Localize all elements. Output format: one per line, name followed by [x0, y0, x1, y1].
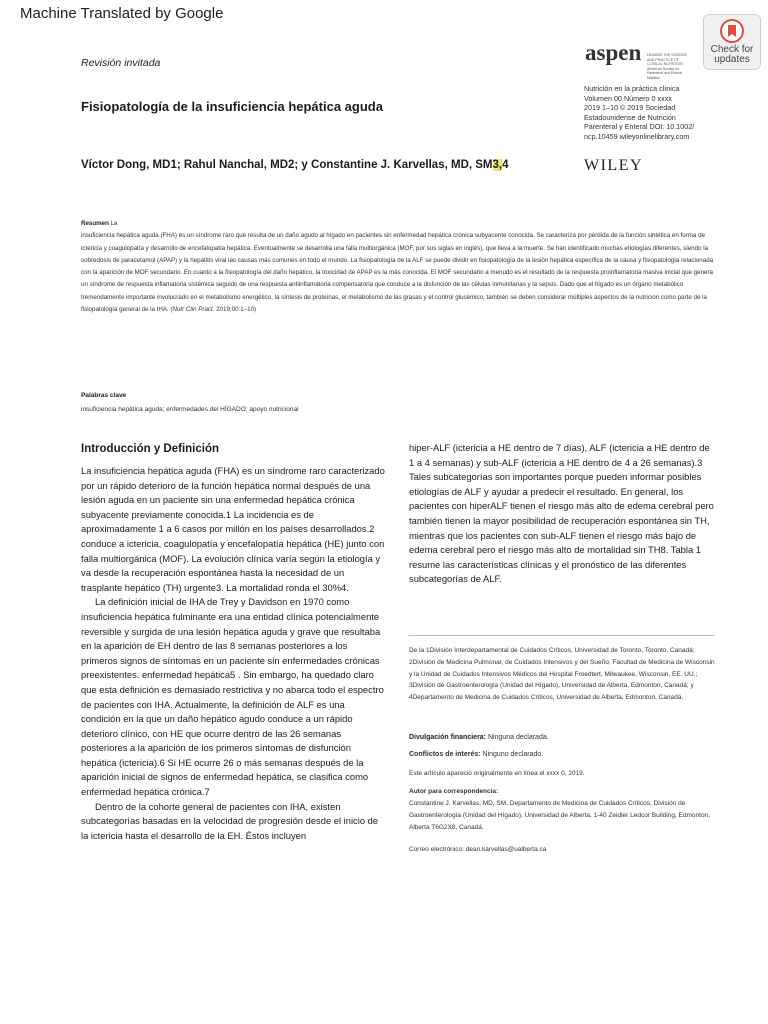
- original-online-note: Este artículo apareció originalmente en línea el xxxx 0, 2019.: [409, 770, 585, 777]
- paragraph: La insuficiencia hepática aguda (FHA) es un síndrome raro caracterizado por un rápido deterioro de la función hepática normal después de una lesión aguda en un paciente sin una enfermedad hepática crónica subyacente previamente conocida.1 La incidencia es de aproximadamente 1 a 6 casos por millón en los países desarrollados.2 conduce a ictericia, coagulopatía y encefalopatía hepática (HE) junto con falla multiorgánica (MOF). La evolución clínica varía según la etiología y va desde la recuperación espontánea hasta la necesidad de un trasplante hepático (TH) urgente3. La mortalidad ronda el 30%4.: [81, 465, 385, 593]
- aspen-logo: [585, 40, 690, 80]
- keywords-text: insuficiencia hepática aguda; enfermedades del HÍGADO; apoyo nutricional: [81, 406, 299, 413]
- affiliations: De la 1División Interdepartamental de Cuidados Críticos, Universidad de Toronto, Toronto, Canadá; 2División de Medicina Pulmonar, de Cuidados Intensivos y del Sueño, Facultad de Medicina de Wisconsin y la Unidad de Cuidados Intensivos Médicos del Hospital Froedtert, Milwaukee, Wisconsin, EE. UU.; 3División de Gastroenterología (Unidad del Hígado), Universidad de Alberta, Edmonton, Canadá; y 4Departamento de Medicina de Cuidados Críticos, Universidad de Alberta, Edmonton, Canadá.: [409, 647, 715, 702]
- abstract-citation-end: 2019;00:1–10): [214, 306, 257, 314]
- publisher-logo: WILEY: [584, 157, 644, 174]
- right-column: [409, 441, 716, 587]
- badge-label: Check for updates: [710, 44, 754, 65]
- authors-main: Víctor Dong, MD1; Rahul Nanchal, MD2; y Constantine J. Karvellas, MD, SM: [81, 159, 493, 171]
- journal-line: Parenteral y Enteral DOI: 10.1002/: [584, 122, 695, 131]
- journal-line: ncp.10459 wileyonlinelibrary.com: [584, 131, 690, 141]
- journal-line: Volumen 00 Número 0 xxxx: [584, 93, 672, 103]
- keywords-label: Palabras clave: [81, 392, 127, 399]
- financial-disclosure: [409, 733, 549, 742]
- disclosure-text: Ninguna declarada.: [486, 734, 549, 741]
- abstract-body: insuficiencia hepática aguda (FHA) es un síndrome raro que resulta de un daño agudo al hígado en pacientes sin enfermedad hepática crónica subyacente conocida. Se caracteriza por pérdida de la función sintética en forma de ictericia y coagulopatía y desarrollo de encefalopatía hepática. Eventualmente se desarrolla una falla multiorgánica (MOF, por sus siglas en inglés), que lleva a la muerte. Se han identificado muchas etiologías diferentes, siendo la sobredosis de paracetamol (APAP) y la hepatitis viral las causas más comunes en todo el mundo. La fisiopatología de la ALF se puede dividir en fisiopatología de la lesión hepática específica de la causa y fisiopatología relacionada con la aparición de MOF secundario. En cuanto a la fisiopatología del daño hepático, la toxicidad de APAP es la más conocida. El MOF secundario a menudo es el resultado de la respuesta proinflamatoria masiva inicial que genera un síndrome de respuesta inflamatoria sistémica seguido de una respuesta antiinflamatoria compensatoria que conduce a la disfunción de las células inmunitarias y la sepsis. Dado que el hígado es un órgano metabólico tremendamente importante involucrado en el metabolismo energético, la síntesis de proteínas, el metabolismo de las grasas y el control glucémico, también se deben considerar múltiples aspectos de la nutrición como parte de la fisiopatología general de la IHA.: [81, 232, 714, 314]
- bookmark-icon: [720, 19, 744, 43]
- corr-text: Constantine J. Karvellas, MD, SM, Departamento de Medicina de Cuidados Críticos, División de Gastroenterología (Unidad del Hígado), Universidad de Alberta, 1-40 Zeidler Ledcor Building, Edmonton, Alberta T6G2X8, Canadá.: [409, 800, 710, 831]
- email: Correo electrónico: dean.karvellas@ualberta.ca: [409, 846, 547, 853]
- journal-line: Estadounidense de Nutrición: [584, 112, 676, 122]
- authors: [81, 159, 509, 171]
- authors-highlight: 3,: [492, 159, 503, 171]
- section-heading: Introducción y Definición: [81, 443, 220, 455]
- journal-line: 2019 1–10 © 2019 Sociedad: [584, 103, 676, 112]
- abstract: [81, 218, 719, 316]
- abstract-label: Resumen: [81, 220, 109, 227]
- disclosure-label: Divulgación financiera:: [409, 734, 487, 741]
- article-type: Revisión invitada: [81, 57, 161, 69]
- article-title: Fisiopatología de la insuficiencia hepática aguda: [81, 99, 383, 114]
- coi-label: Conflictos de interés:: [409, 751, 481, 758]
- corr-label: Autor para correspondencia:: [409, 788, 499, 795]
- paragraph: La definición inicial de IHA de Trey y Davidson en 1970 como insuficiencia hepática fulminante era una entidad clínica potencialmente reversible y surgida de una lesión hepática aguda y grave que resultaba en la aparición de EH dentro de las 8 semanas posteriores a los primeros signos de síntomas en un paciente sin enfermedades crónicas preexistentes. enfermedad hepática5 . Sin embargo, ha quedado claro que esta definición es demasiado restrictiva y no abarca todo el espectro de pacientes con IHA. Actualmente, la definición de ALF es una condición en la que un daño hepático agudo conduce a un rápido deterioro clínico, con HE que ocurre dentro de las 26 semanas posteriores a la aparición de los primeros síntomas de disfunción hepática (ictericia).6 Si HE ocurre 26 o más semanas después de la aparición inicial de signos de enfermedad hepática, se clasifica como enfermedad hepática crónica.7: [81, 596, 384, 798]
- machine-translated-banner: Machine Translated by Google: [20, 5, 224, 22]
- paragraph: hiper-ALF (ictericia a HE dentro de 7 días), ALF (ictericia a HE dentro de 1 a 4 semanas) y sub-ALF (ictericia a HE dentro de 4 a 26 semanas).3 Tales subcategorías son importantes porque pueden informar posibles etiologías de ALF y ayudar a predecir el resultado. En general, los pacientes con hiperALF tienen el riesgo más alto de edema cerebral pero también tienen la mayor posibilidad de recuperación espontánea sin TH, mientras que los pacientes con sub-ALF tienen el riesgo más bajo de edema cerebral pero el riesgo más alto de mortalidad sin TH8. Tabla 1 resume las características clínicas y el pronóstico de las diferentes subcategorías de ALF.: [409, 442, 714, 585]
- journal-line: Nutrición en la práctica clínica: [584, 84, 680, 93]
- corresponding-author: [409, 786, 717, 834]
- logo-tagline: LEADING THE SCIENCE AND PRACTICE OF CLINICAL NUTRITION American Society for Parenteral and Enteral Nutrition: [647, 53, 687, 80]
- journal-info: [584, 84, 734, 141]
- authors-end: 4: [502, 159, 509, 171]
- left-column: [81, 464, 385, 843]
- abstract-citation: (Nutr Clin Pract.: [170, 306, 215, 314]
- logo-word: aspen: [585, 40, 642, 65]
- abstract-first-word: La: [108, 220, 118, 227]
- check-for-updates-badge[interactable]: [703, 14, 761, 70]
- footnote-divider: [409, 635, 714, 636]
- conflicts-of-interest: [409, 751, 543, 758]
- paragraph: Dentro de la cohorte general de pacientes con IHA, existen subcategorías basadas en la velocidad de progresión desde el inicio de la ictericia hasta el desarrollo de la EH. Éstos incluyen: [81, 800, 379, 841]
- coi-text: Ninguno declarado.: [480, 751, 544, 758]
